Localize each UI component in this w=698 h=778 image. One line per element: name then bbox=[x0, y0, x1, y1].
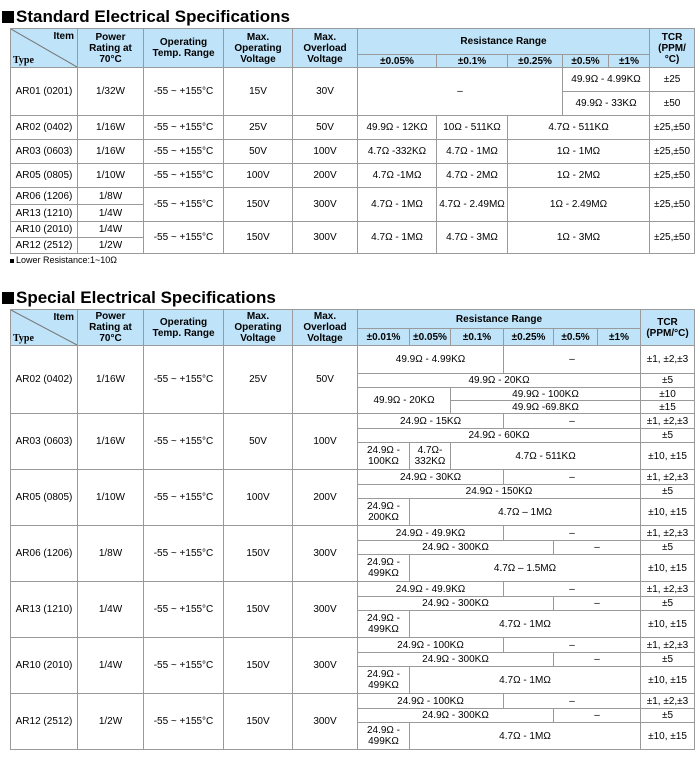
power-cell: 1/8W bbox=[78, 526, 144, 582]
resistance-cell: – bbox=[504, 638, 641, 653]
overload-cell: 300V bbox=[293, 526, 358, 582]
resistance-cell: 1Ω - 2.49MΩ bbox=[508, 188, 650, 222]
tcr-cell: ±25,±50 bbox=[650, 116, 695, 140]
type-cell: AR03 (0603) bbox=[11, 414, 78, 470]
overload-header: Max. Overload Voltage bbox=[293, 310, 358, 346]
resistance-cell: – bbox=[504, 526, 641, 541]
temp-cell: -55 ~ +155°C bbox=[144, 414, 224, 470]
resistance-cell: – bbox=[504, 470, 641, 485]
type-cell: AR13 (1210) bbox=[11, 582, 78, 638]
power-cell: 1/16W bbox=[78, 414, 144, 470]
resistance-cell: 49.9Ω -69.8KΩ bbox=[451, 401, 641, 414]
special-title-text: Special Electrical Specifications bbox=[16, 288, 276, 307]
power-cell: 1/2W bbox=[78, 694, 144, 750]
table-row bbox=[11, 414, 695, 429]
resistance-cell: 24.9Ω - 499KΩ bbox=[358, 667, 410, 694]
resistance-cell: 24.9Ω - 499KΩ bbox=[358, 555, 410, 582]
overload-cell: 200V bbox=[293, 164, 358, 188]
type-label: Type bbox=[13, 55, 34, 66]
resistance-cell: – bbox=[554, 709, 641, 723]
tcr-cell: ±25,±50 bbox=[650, 140, 695, 164]
resistance-cell: 4.7Ω - 1MΩ bbox=[358, 188, 437, 222]
voltage-cell: 100V bbox=[224, 164, 293, 188]
power-cell: 1/10W bbox=[78, 164, 144, 188]
voltage-cell: 15V bbox=[224, 68, 293, 116]
tcr-cell: ±10, ±15 bbox=[641, 499, 695, 526]
temp-cell: -55 ~ +155°C bbox=[144, 116, 224, 140]
tolerance-header: ±0.5% bbox=[563, 55, 609, 68]
resistance-cell: 24.9Ω - 49.9KΩ bbox=[358, 526, 504, 541]
tcr-cell: ±5 bbox=[641, 653, 695, 667]
note-text: Lower Resistance:1~10Ω bbox=[16, 255, 118, 265]
table-row bbox=[11, 116, 695, 140]
resistance-cell: 24.9Ω - 100KΩ bbox=[358, 638, 504, 653]
temp-cell: -55 ~ +155°C bbox=[144, 638, 224, 694]
overload-cell: 300V bbox=[293, 638, 358, 694]
resistance-cell: 24.9Ω - 60KΩ bbox=[358, 429, 641, 443]
table-row bbox=[11, 526, 695, 541]
voltage-cell: 150V bbox=[224, 638, 293, 694]
table-row bbox=[11, 582, 695, 597]
resistance-cell: 4.7Ω - 1MΩ bbox=[410, 611, 641, 638]
standard-spec-table bbox=[10, 28, 695, 254]
tolerance-header: ±0.5% bbox=[554, 329, 598, 346]
resistance-cell: – bbox=[554, 653, 641, 667]
tcr-cell: ±10, ±15 bbox=[641, 555, 695, 582]
resistance-cell: 1Ω - 1MΩ bbox=[508, 140, 650, 164]
tcr-cell: ±10, ±15 bbox=[641, 443, 695, 470]
type-cell: AR12 (2512) bbox=[11, 694, 78, 750]
power-header: Power Rating at 70°C bbox=[78, 29, 144, 68]
table-row bbox=[11, 68, 695, 92]
resistance-cell: 4.7Ω – 1MΩ bbox=[410, 499, 641, 526]
resistance-cell: 4.7Ω - 511KΩ bbox=[508, 116, 650, 140]
resistance-cell: 24.9Ω - 100KΩ bbox=[358, 443, 410, 470]
power-cell: 1/10W bbox=[78, 470, 144, 526]
resistance-cell: 49.9Ω - 4.99KΩ bbox=[563, 68, 650, 92]
table-row bbox=[11, 188, 695, 205]
voltage-header: Max. Operating Voltage bbox=[224, 310, 293, 346]
overload-cell: 200V bbox=[293, 470, 358, 526]
resistance-cell: 24.9Ω - 300KΩ bbox=[358, 709, 554, 723]
resistance-cell: 49.9Ω - 20KΩ bbox=[358, 388, 451, 414]
resistance-cell: 49.9Ω - 4.99KΩ bbox=[358, 346, 504, 374]
type-cell: AR05 (0805) bbox=[11, 164, 78, 188]
type-cell: AR05 (0805) bbox=[11, 470, 78, 526]
table-row bbox=[11, 346, 695, 360]
tolerance-header: ±0.05% bbox=[358, 55, 437, 68]
table-row bbox=[11, 222, 695, 238]
type-item-header bbox=[11, 310, 78, 346]
square-bullet-icon bbox=[2, 11, 14, 23]
resistance-cell: 4.7Ω - 1MΩ bbox=[358, 222, 437, 254]
resistance-cell: 4.7Ω -332KΩ bbox=[358, 140, 437, 164]
resistance-cell: 24.9Ω - 15KΩ bbox=[358, 414, 504, 429]
resistance-cell: – bbox=[504, 694, 641, 709]
tcr-header: TCR (PPM/°C) bbox=[641, 310, 695, 346]
overload-cell: 30V bbox=[293, 68, 358, 116]
power-cell: 1/32W bbox=[78, 68, 144, 116]
tcr-cell: ±5 bbox=[641, 709, 695, 723]
voltage-cell: 150V bbox=[224, 222, 293, 254]
type-cell: AR10 (2010) bbox=[11, 222, 78, 238]
temp-cell: -55 ~ +155°C bbox=[144, 188, 224, 222]
type-cell: AR01 (0201) bbox=[11, 68, 78, 116]
type-cell: AR02 (0402) bbox=[11, 116, 78, 140]
resistance-cell: 24.9Ω - 300KΩ bbox=[358, 541, 554, 555]
tolerance-header: ±0.25% bbox=[504, 329, 554, 346]
resistance-cell: 49.9Ω - 12KΩ bbox=[358, 116, 437, 140]
resistance-cell: 49.9Ω - 33KΩ bbox=[563, 92, 650, 116]
type-label: Type bbox=[13, 333, 34, 344]
voltage-cell: 150V bbox=[224, 582, 293, 638]
resistance-cell: 24.9Ω - 300KΩ bbox=[358, 653, 554, 667]
power-cell: 1/16W bbox=[78, 116, 144, 140]
type-cell: AR13 (1210) bbox=[11, 205, 78, 222]
resistance-cell: 24.9Ω - 150KΩ bbox=[358, 485, 641, 499]
tcr-cell: ±25,±50 bbox=[650, 188, 695, 222]
resistance-cell: 49.9Ω - 20KΩ bbox=[358, 374, 641, 388]
resistance-cell: 24.9Ω - 30KΩ bbox=[358, 470, 504, 485]
power-cell: 1/8W bbox=[78, 188, 144, 205]
resistance-cell: 24.9Ω - 499KΩ bbox=[358, 611, 410, 638]
tcr-cell: ±5 bbox=[641, 597, 695, 611]
resistance-cell: – bbox=[504, 414, 641, 429]
tcr-cell: ±1, ±2,±3 bbox=[641, 526, 695, 541]
tcr-cell: ±25,±50 bbox=[650, 222, 695, 254]
tcr-cell: ±5 bbox=[641, 374, 695, 388]
resistance-cell: 1Ω - 3MΩ bbox=[508, 222, 650, 254]
temp-cell: -55 ~ +155°C bbox=[144, 470, 224, 526]
tolerance-header: ±0.01% bbox=[358, 329, 410, 346]
temp-cell: -55 ~ +155°C bbox=[144, 694, 224, 750]
resistance-cell: – bbox=[504, 346, 641, 374]
temp-cell: -55 ~ +155°C bbox=[144, 526, 224, 582]
table-row bbox=[11, 470, 695, 485]
overload-cell: 300V bbox=[293, 188, 358, 222]
resistance-cell: 4.7Ω - 2MΩ bbox=[437, 164, 508, 188]
tcr-cell: ±10, ±15 bbox=[641, 723, 695, 750]
temp-header: Operating Temp. Range bbox=[144, 29, 224, 68]
resistance-cell: 4.7Ω - 1MΩ bbox=[410, 723, 641, 750]
temp-cell: -55 ~ +155°C bbox=[144, 222, 224, 254]
type-item-header bbox=[11, 29, 78, 68]
temp-cell: -55 ~ +155°C bbox=[144, 164, 224, 188]
overload-cell: 100V bbox=[293, 140, 358, 164]
tcr-cell: ±5 bbox=[641, 485, 695, 499]
resistance-header: Resistance Range bbox=[358, 310, 641, 329]
type-cell: AR03 (0603) bbox=[11, 140, 78, 164]
power-cell: 1/2W bbox=[78, 238, 144, 254]
resistance-cell: 24.9Ω - 300KΩ bbox=[358, 597, 554, 611]
voltage-cell: 25V bbox=[224, 346, 293, 414]
tcr-cell: ±1, ±2,±3 bbox=[641, 694, 695, 709]
type-cell: AR02 (0402) bbox=[11, 346, 78, 414]
power-cell: 1/4W bbox=[78, 638, 144, 694]
temp-header: Operating Temp. Range bbox=[144, 310, 224, 346]
resistance-cell: 4.7Ω- 332KΩ bbox=[410, 443, 451, 470]
square-bullet-icon bbox=[10, 259, 14, 263]
resistance-cell: – bbox=[504, 582, 641, 597]
power-cell: 1/4W bbox=[78, 222, 144, 238]
tcr-cell: ±10, ±15 bbox=[641, 667, 695, 694]
overload-cell: 300V bbox=[293, 694, 358, 750]
table-row bbox=[11, 164, 695, 188]
tolerance-header: ±0.05% bbox=[410, 329, 451, 346]
special-title bbox=[2, 287, 698, 309]
voltage-cell: 150V bbox=[224, 526, 293, 582]
tcr-cell: ±1, ±2,±3 bbox=[641, 414, 695, 429]
tolerance-header: ±0.1% bbox=[451, 329, 504, 346]
resistance-cell: – bbox=[554, 597, 641, 611]
tolerance-header: ±0.1% bbox=[437, 55, 508, 68]
resistance-cell: 4.7Ω - 1MΩ bbox=[437, 140, 508, 164]
item-label: Item bbox=[53, 312, 74, 323]
tcr-cell: ±50 bbox=[650, 92, 695, 116]
lower-resistance-note bbox=[10, 254, 698, 266]
power-cell: 1/4W bbox=[78, 205, 144, 222]
power-cell: 1/16W bbox=[78, 140, 144, 164]
resistance-cell: 24.9Ω - 100KΩ bbox=[358, 694, 504, 709]
tcr-cell: ±10 bbox=[641, 388, 695, 401]
standard-title bbox=[2, 6, 698, 28]
resistance-cell: 4.7Ω -1MΩ bbox=[358, 164, 437, 188]
overload-cell: 300V bbox=[293, 582, 358, 638]
temp-cell: -55 ~ +155°C bbox=[144, 68, 224, 116]
tcr-cell: ±10, ±15 bbox=[641, 611, 695, 638]
voltage-cell: 25V bbox=[224, 116, 293, 140]
resistance-cell: 1Ω - 2MΩ bbox=[508, 164, 650, 188]
power-cell: 1/4W bbox=[78, 582, 144, 638]
tcr-cell: ±25,±50 bbox=[650, 164, 695, 188]
type-cell: AR06 (1206) bbox=[11, 188, 78, 205]
type-cell: AR10 (2010) bbox=[11, 638, 78, 694]
tcr-cell: ±25 bbox=[650, 68, 695, 92]
temp-cell: -55 ~ +155°C bbox=[144, 346, 224, 414]
tcr-cell: ±1, ±2,±3 bbox=[641, 582, 695, 597]
tolerance-header: ±1% bbox=[598, 329, 641, 346]
resistance-header: Resistance Range bbox=[358, 29, 650, 55]
square-bullet-icon bbox=[2, 292, 14, 304]
resistance-cell: – bbox=[358, 68, 563, 116]
type-cell: AR06 (1206) bbox=[11, 526, 78, 582]
overload-cell: 300V bbox=[293, 222, 358, 254]
tcr-cell: ±15 bbox=[641, 401, 695, 414]
item-label: Item bbox=[53, 31, 74, 42]
resistance-cell: 4.7Ω - 1MΩ bbox=[410, 667, 641, 694]
voltage-cell: 50V bbox=[224, 414, 293, 470]
resistance-cell: 24.9Ω - 49.9KΩ bbox=[358, 582, 504, 597]
tolerance-header: ±1% bbox=[609, 55, 650, 68]
voltage-cell: 50V bbox=[224, 140, 293, 164]
resistance-cell: 24.9Ω - 200KΩ bbox=[358, 499, 410, 526]
voltage-cell: 150V bbox=[224, 694, 293, 750]
special-spec-table bbox=[10, 309, 695, 750]
resistance-cell: 4.7Ω – 1.5MΩ bbox=[410, 555, 641, 582]
table-row bbox=[11, 638, 695, 653]
voltage-cell: 100V bbox=[224, 470, 293, 526]
voltage-cell: 150V bbox=[224, 188, 293, 222]
tcr-cell: ±1, ±2,±3 bbox=[641, 638, 695, 653]
voltage-header: Max. Operating Voltage bbox=[224, 29, 293, 68]
tolerance-header: ±0.25% bbox=[508, 55, 563, 68]
overload-cell: 50V bbox=[293, 116, 358, 140]
standard-title-text: Standard Electrical Specifications bbox=[16, 7, 290, 26]
tcr-header: TCR (PPM/°C) bbox=[650, 29, 695, 68]
power-cell: 1/16W bbox=[78, 346, 144, 414]
table-row bbox=[11, 140, 695, 164]
resistance-cell: 24.9Ω - 499KΩ bbox=[358, 723, 410, 750]
overload-cell: 100V bbox=[293, 414, 358, 470]
resistance-cell: – bbox=[554, 541, 641, 555]
temp-cell: -55 ~ +155°C bbox=[144, 140, 224, 164]
type-cell: AR12 (2512) bbox=[11, 238, 78, 254]
resistance-cell: 4.7Ω - 511KΩ bbox=[451, 443, 641, 470]
table-row bbox=[11, 694, 695, 709]
tcr-cell: ±5 bbox=[641, 429, 695, 443]
temp-cell: -55 ~ +155°C bbox=[144, 582, 224, 638]
overload-header: Max. Overload Voltage bbox=[293, 29, 358, 68]
resistance-cell: 4.7Ω - 2.49MΩ bbox=[437, 188, 508, 222]
tcr-cell: ±1, ±2,±3 bbox=[641, 346, 695, 374]
tcr-cell: ±1, ±2,±3 bbox=[641, 470, 695, 485]
resistance-cell: 4.7Ω - 3MΩ bbox=[437, 222, 508, 254]
overload-cell: 50V bbox=[293, 346, 358, 414]
power-header: Power Rating at 70°C bbox=[78, 310, 144, 346]
resistance-cell: 49.9Ω - 100KΩ bbox=[451, 388, 641, 401]
resistance-cell: 10Ω - 511KΩ bbox=[437, 116, 508, 140]
tcr-cell: ±5 bbox=[641, 541, 695, 555]
